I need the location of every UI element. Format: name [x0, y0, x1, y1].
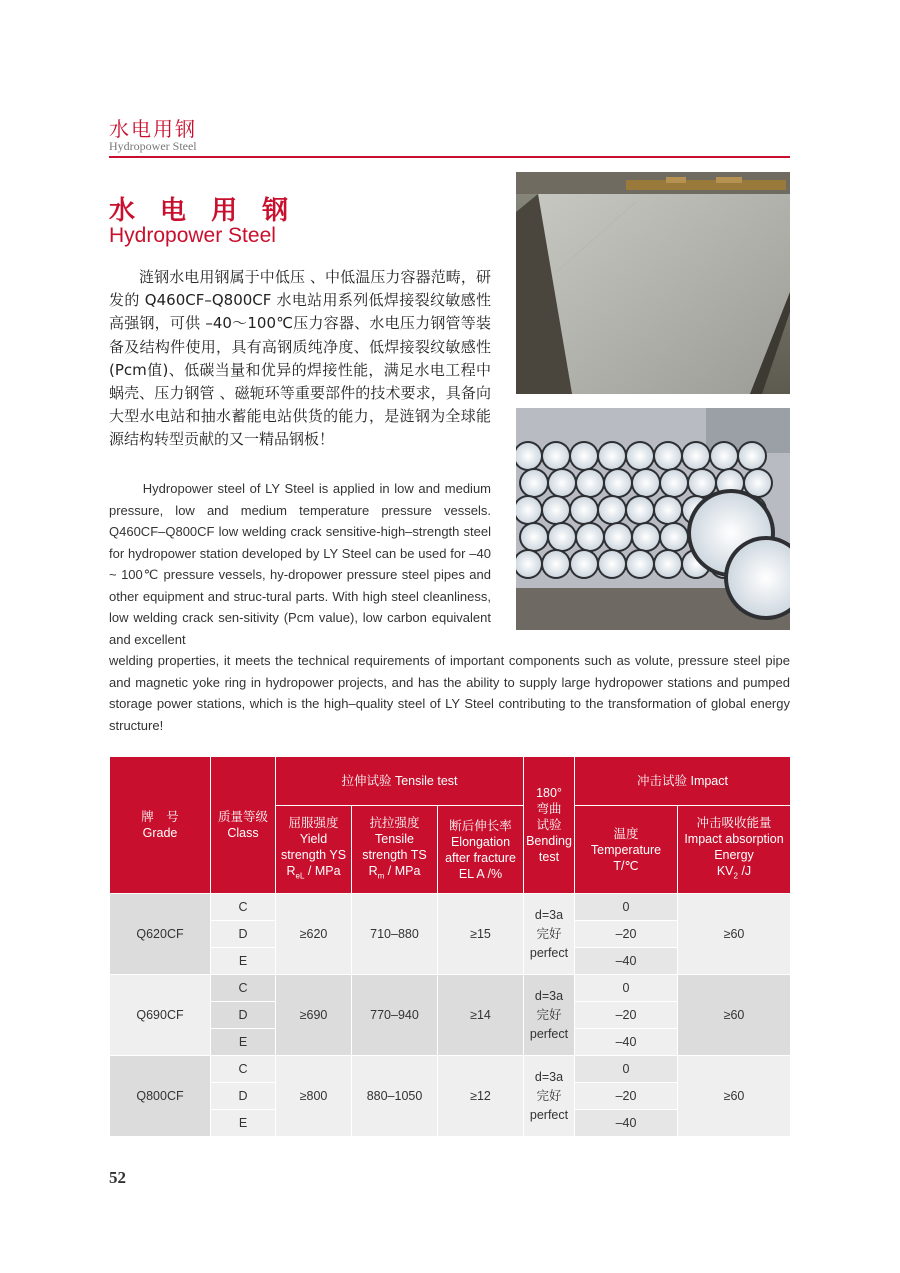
header-yield-sub: eL: [295, 871, 305, 881]
header-tensile-sub: m: [377, 871, 385, 881]
table-row: [110, 1056, 791, 1083]
header-tensile-strength: [352, 806, 438, 894]
page-title-cn: 水 电 用 钢: [109, 196, 297, 226]
section-title-en: Hydropower Steel: [109, 139, 197, 153]
spec-table: [109, 756, 791, 1137]
temp-cell: –20: [575, 921, 678, 948]
energy-cell: ≥60: [678, 1056, 791, 1137]
header-grade: [110, 757, 211, 894]
page-title-en: Hydropower Steel: [109, 224, 276, 247]
temp-cell: –40: [575, 948, 678, 975]
elongation-cell: ≥12: [438, 1056, 524, 1137]
header-impact: [575, 757, 791, 806]
tensile-cell: 880–1050: [352, 1056, 438, 1137]
grade-cell: Q620CF: [110, 894, 211, 975]
temp-cell: –40: [575, 1029, 678, 1056]
section-title-cn: 水电用钢: [109, 117, 197, 141]
header-divider: [109, 156, 790, 158]
tensile-cell: 770–940: [352, 975, 438, 1056]
header-grade-label: 牌 号 Grade: [141, 810, 179, 840]
class-cell: C: [211, 1056, 276, 1083]
header-yield-symbol: R: [286, 863, 296, 878]
header-class: [211, 757, 276, 894]
header-energy: [678, 806, 791, 894]
bending-cell: d=3a 完好 perfect: [524, 894, 575, 975]
header-energy-sub: 2: [733, 871, 738, 881]
header-tensile-symbol: R: [368, 863, 378, 878]
table-row: [110, 975, 791, 1002]
header-elongation: [438, 806, 524, 894]
class-cell: E: [211, 948, 276, 975]
header-bending-label: 180° 弯曲 试验 Bending test: [526, 786, 572, 864]
intro-paragraph-en-part2: welding properties, it meets the technical requirements of important components such as volute, pressure steel pipe and magnetic yoke ring in hydropower projects, and has the ability to supply large hydropower stations and pumped storage power stations, which is the high–quality steel of LY Steel contributing to the transformation of global energy structure!: [109, 653, 790, 733]
header-bending: [524, 757, 575, 894]
intro-paragraph-cn: 涟钢水电用钢属于中低压 、中低温压力容器范畴，研发的 Q460CF–Q800CF 水电站用系列低焊接裂纹敏感性高强钢，可供 –40～100℃压力容器、水电压力钢管等装备及结构件使用，具有高钢质纯净度、低焊接裂纹敏感性(Pcm值)、低碳当量和优异的焊接性能，满足水电工程中蜗壳、压力钢管 、磁轭环等重要部件的技术要求，具备向大型水电站和抽水蓄能电站供货的能力，是涟钢为全球能源结构转型贡献的又一精品钢板！: [109, 268, 491, 449]
header-temperature-label: 温度 Temperature T/℃: [590, 826, 662, 873]
class-cell: E: [211, 1110, 276, 1137]
header-class-label: 质量等级 Class: [217, 810, 268, 840]
header-yield-label: 屈服强度 Yield strength YS: [280, 815, 347, 862]
steel-plate-photo: [516, 172, 790, 394]
energy-cell: ≥60: [678, 975, 791, 1056]
header-tensile-strength-label: 抗拉强度 Tensile strength TS: [362, 815, 427, 862]
header-temperature: [575, 806, 678, 894]
temp-cell: 0: [575, 894, 678, 921]
steel-pipes-photo: [516, 408, 790, 630]
grade-cell: Q800CF: [110, 1056, 211, 1137]
header-tensile: [276, 757, 524, 806]
temp-cell: –40: [575, 1110, 678, 1137]
bending-cell: d=3a 完好 perfect: [524, 1056, 575, 1137]
class-cell: D: [211, 921, 276, 948]
header-tensile-label: 拉伸试验 Tensile test: [341, 774, 458, 788]
yield-cell: ≥690: [276, 975, 352, 1056]
bending-cell: d=3a 完好 perfect: [524, 975, 575, 1056]
header-elongation-label: 断后伸长率 Elongation after fracture EL A /%: [445, 818, 516, 881]
grade-cell: Q690CF: [110, 975, 211, 1056]
class-cell: C: [211, 975, 276, 1002]
header-impact-label: 冲击试验 Impact: [637, 774, 728, 788]
header-energy-symbol: KV: [716, 863, 734, 878]
temp-cell: –20: [575, 1002, 678, 1029]
yield-cell: ≥620: [276, 894, 352, 975]
elongation-cell: ≥14: [438, 975, 524, 1056]
tensile-cell: 710–880: [352, 894, 438, 975]
class-cell: D: [211, 1002, 276, 1029]
header-energy-label: 冲击吸收能量 Impact absorption Energy: [684, 815, 784, 862]
header-energy-unit: /J: [737, 863, 752, 878]
temp-cell: 0: [575, 975, 678, 1002]
header-tensile-unit: / MPa: [384, 863, 421, 878]
energy-cell: ≥60: [678, 894, 791, 975]
header-yield: [276, 806, 352, 894]
page-number: 52: [109, 1168, 126, 1187]
temp-cell: –20: [575, 1083, 678, 1110]
class-cell: E: [211, 1029, 276, 1056]
class-cell: D: [211, 1083, 276, 1110]
elongation-cell: ≥15: [438, 894, 524, 975]
class-cell: C: [211, 894, 276, 921]
yield-cell: ≥800: [276, 1056, 352, 1137]
header-yield-unit: / MPa: [304, 863, 341, 878]
intro-paragraph-en-part1: Hydropower steel of LY Steel is applied in low and medium pressure, low and medium temperature pressure vessels. Q460CF–Q800CF low welding crack sensitive-high–strength steel for hydropower station developed by LY Steel can be used for –40 ~ 100℃ pressure vessels, hy-dropower pressure steel pipes and other equipment and struc-tural parts. With high steel cleanliness, low welding crack sen-sitivity (Pcm value), low carbon equivalent and excellent: [109, 481, 491, 647]
temp-cell: 0: [575, 1056, 678, 1083]
table-row: [110, 894, 791, 921]
